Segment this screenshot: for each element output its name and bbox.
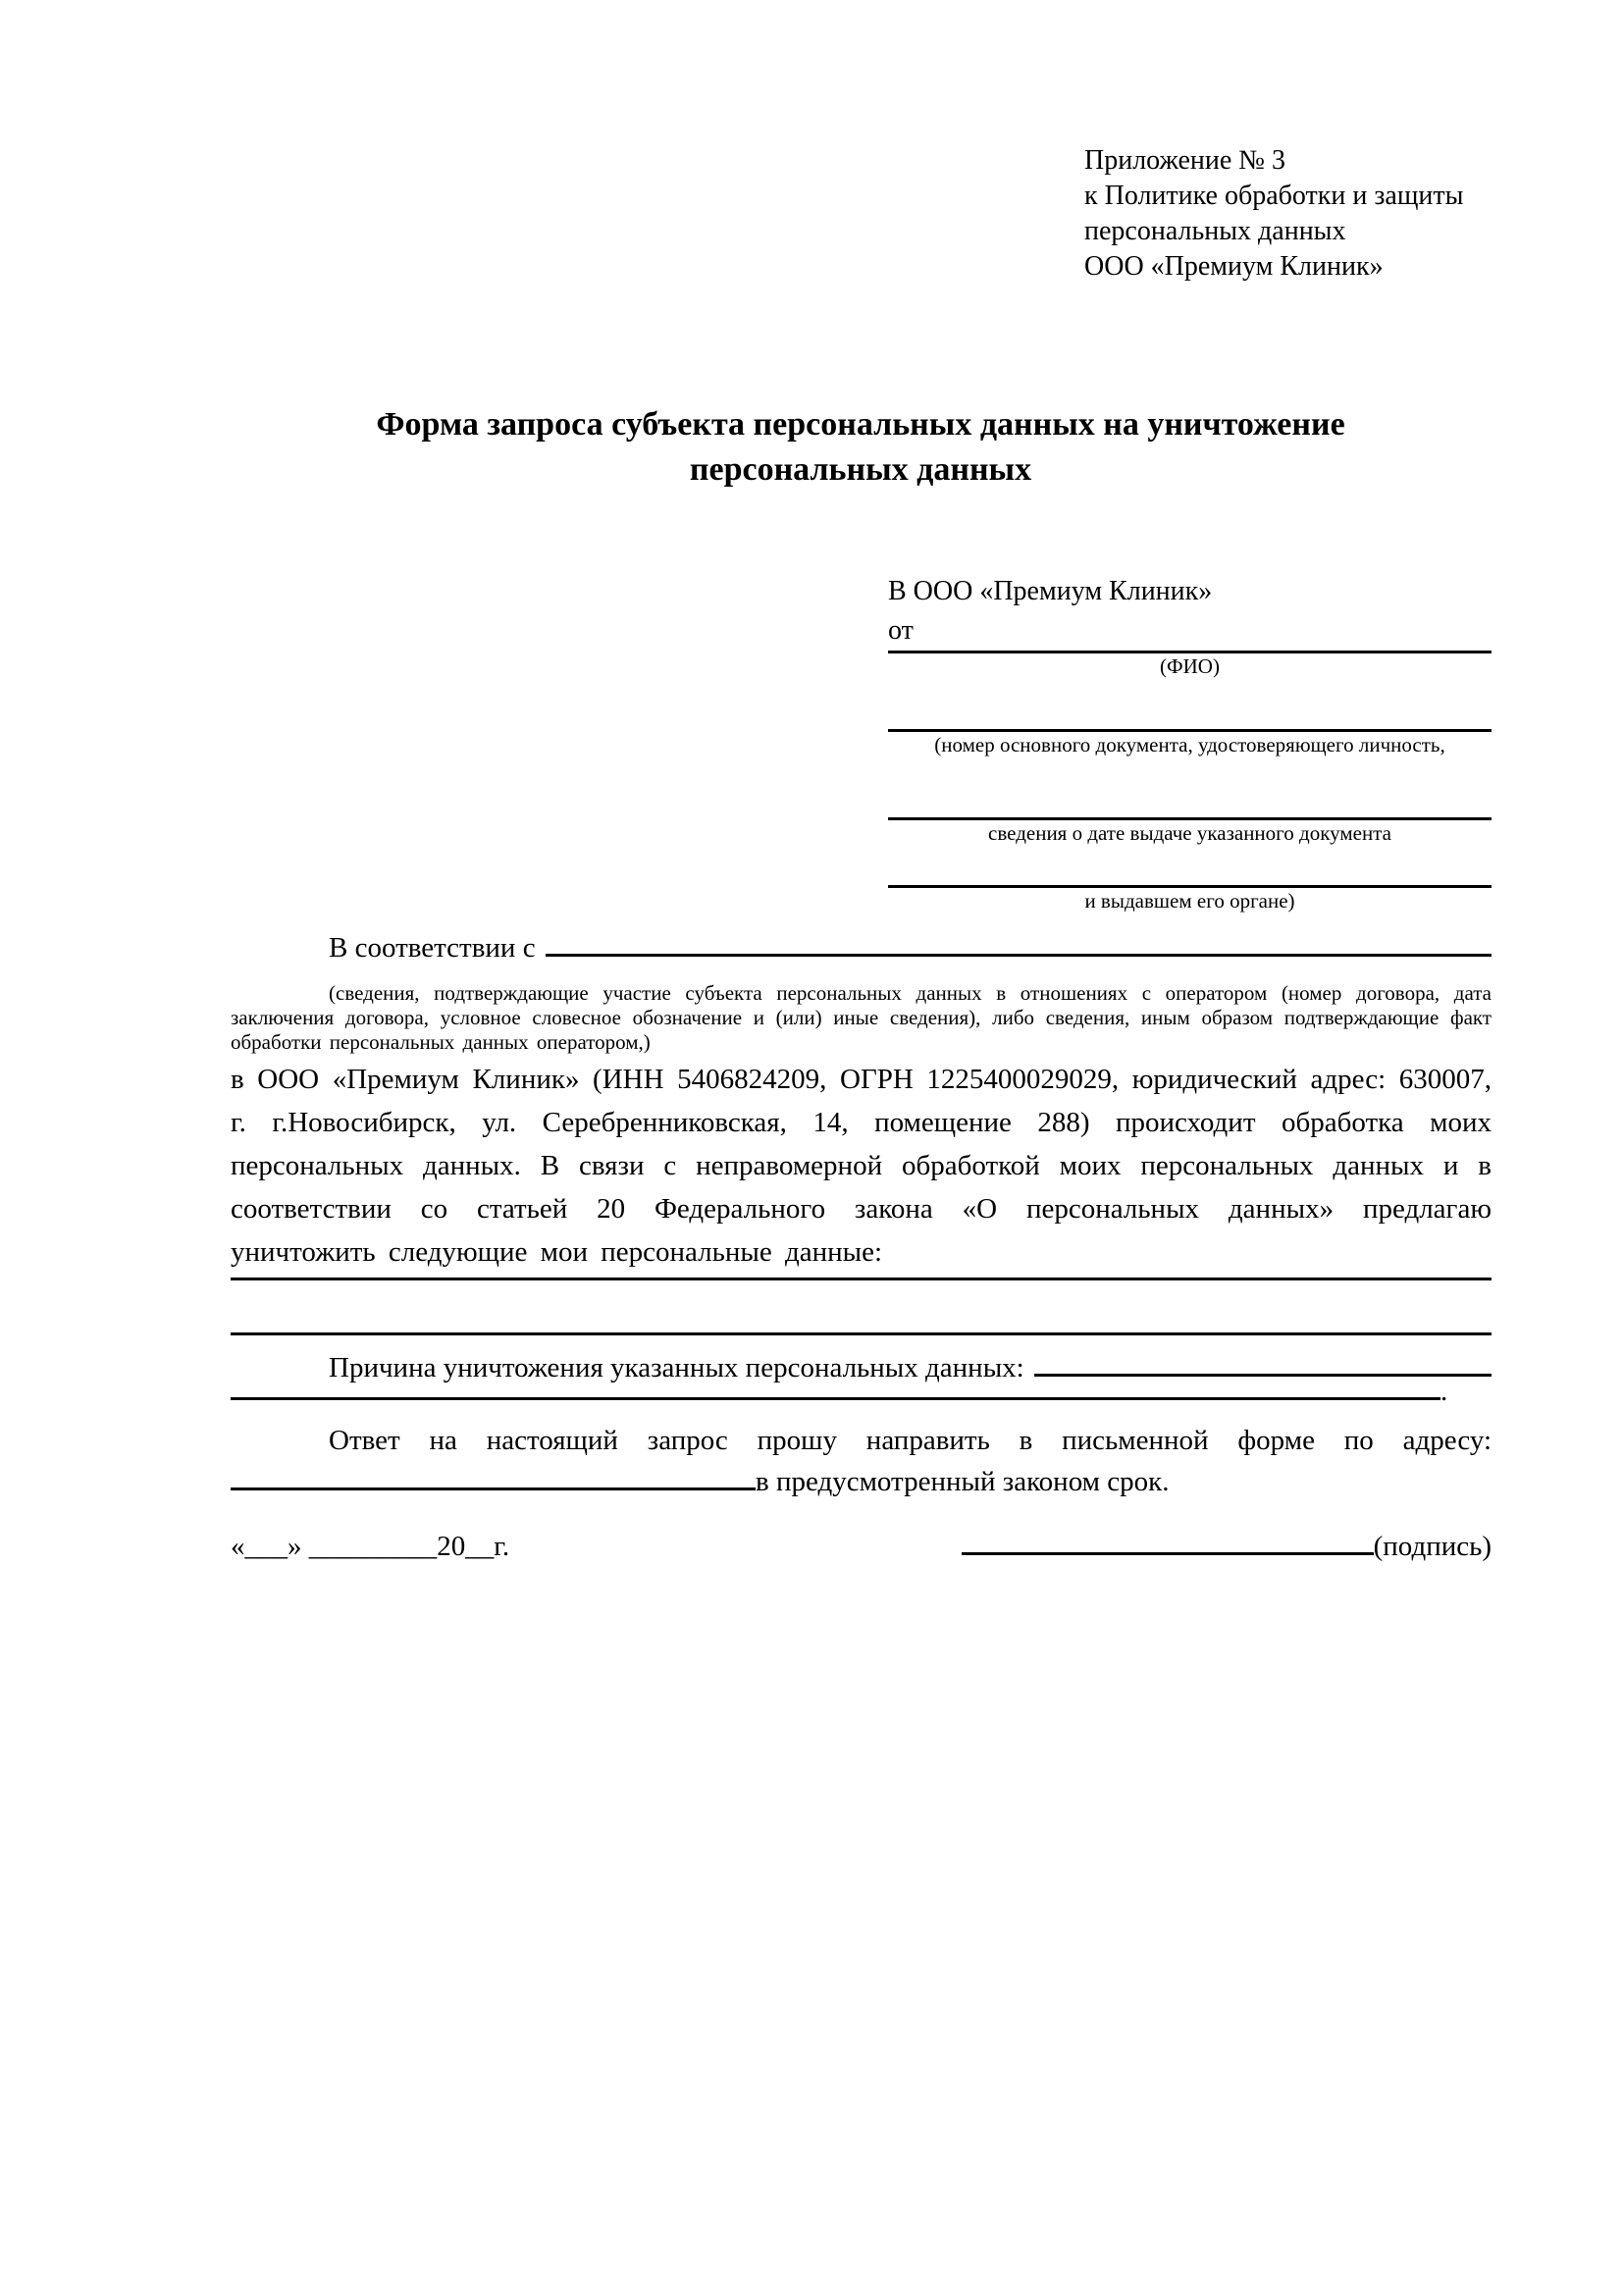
date-signature-row [231,1525,1492,1568]
organization-name-line: ООО «Премиум Клиник» [1084,251,1384,282]
line-terminator: . [1440,1376,1448,1407]
signature-caption: (подпись) [1373,1531,1492,1562]
date-blank-text: «___» _________20__г. [231,1531,510,1562]
fio-caption: (ФИО) [1160,654,1220,678]
reply-tail-text: в предусмотренный законом срок. [756,1466,1170,1497]
body-paragraph: в ООО «Премиум Клиник» (ИНН 5406824209, ОГРН 1225400029029, юридический адрес: 630007, г. г.Новосибирск, ул. Серебренниковская, 14, помещение 288) происходит обработка моих персональных данных. В связи с неправомерной обработкой моих персональных данных и в соответствии со статьей 20 Федерального закона «О персональных данных» предлагаю уничтожить следующие мои персональные данные: [231,1064,1492,1268]
signature-blank-line [962,1552,1374,1555]
addressee-block [888,572,1492,913]
accordance-footnote: (сведения, подтверждающие участие субъекта персональных данных в отношениях с оператором (номер договора, дата заключения договора, условное словесное обозначение и (или) иные сведения), либо сведения, иным образом подтверждающие факт обработки персональных данных оператором,) [231,981,1492,1054]
appendix-number-line: Приложение № 3 [1084,145,1285,176]
spacer [888,846,1492,885]
accordance-lead-text: В соответствии с [329,932,536,964]
policy-reference-line-2: персональных данных [1084,216,1346,246]
issue-date-caption: сведения о дате выдаче указанного документа [988,821,1391,845]
form-title: Форма запроса субъекта персональных данных на уничтожение персональных данных [376,406,1345,488]
reason-continuation-row [231,1370,1492,1413]
personal-data-blank-line-2 [231,1332,1492,1335]
addressee-from-label: от [888,615,914,646]
policy-reference-line: к Политике обработки и защиты [1084,181,1464,211]
spacer [888,679,1492,729]
personal-data-blank-line-1 [231,1278,1492,1280]
reason-blank-line-2 [231,1397,1440,1400]
reason-label: Причина уничтожения указанных персональных данных: [329,1352,1024,1383]
addressee-to-line: В ООО «Премиум Клиник» [888,576,1213,606]
address-blank-line [231,1487,756,1490]
document-number-caption: (номер основного документа, удостоверяющего личность, [934,733,1445,757]
reply-address-row [231,1460,1492,1503]
accordance-blank-line [546,954,1492,957]
issuing-authority-caption: и выдавшем его органе) [1084,889,1295,913]
spacer [888,757,1492,817]
signature-group [962,1525,1492,1568]
reply-request-paragraph: Ответ на настоящий запрос прошу направить в письменной форме по адресу: [329,1425,1492,1456]
appendix-header [1084,143,1516,285]
accordance-row [231,926,1492,969]
